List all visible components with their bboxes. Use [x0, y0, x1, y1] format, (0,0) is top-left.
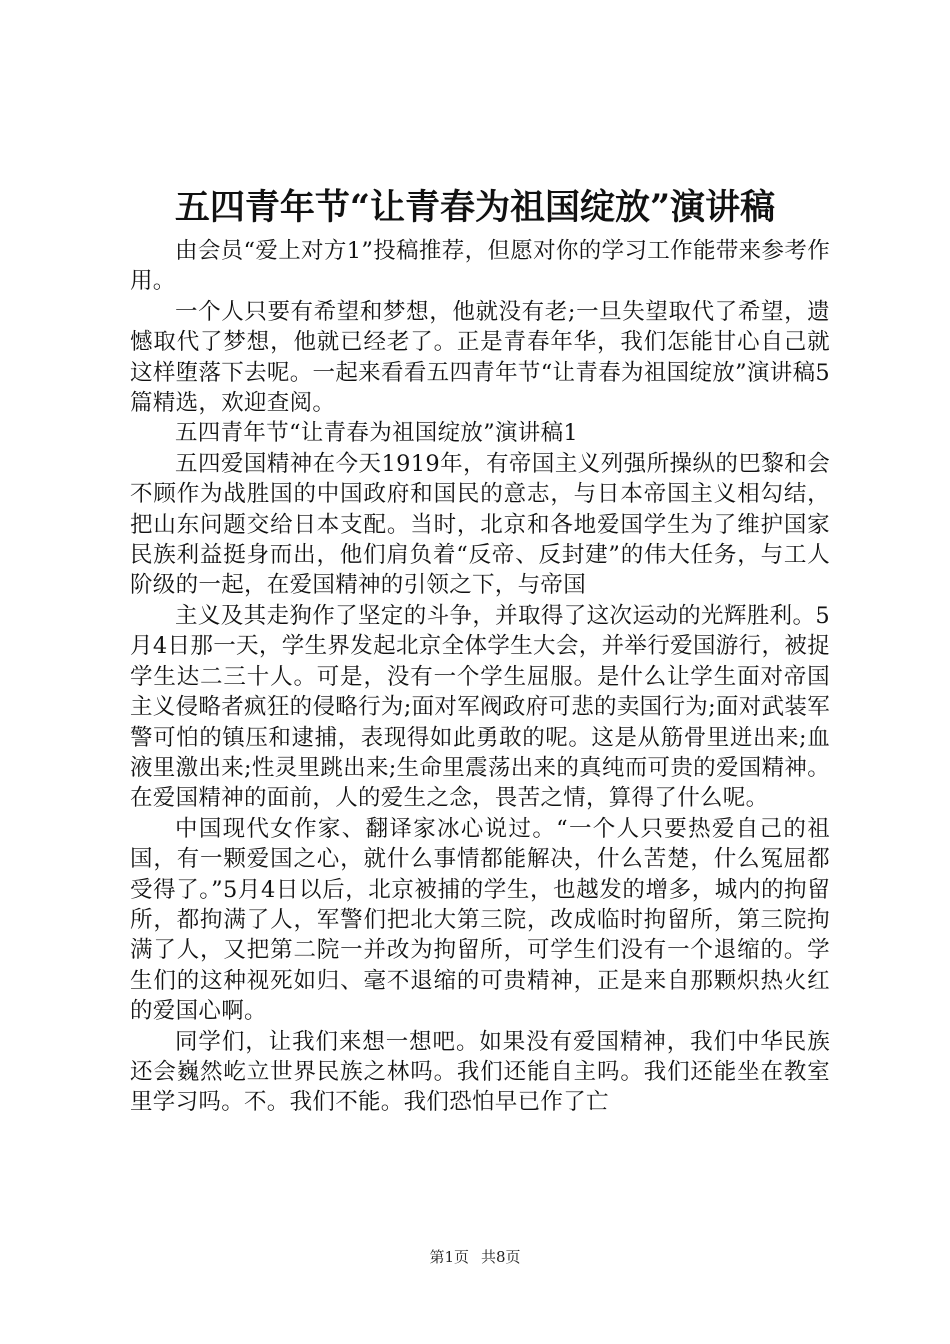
paragraph-body: 中国现代女作家、翻译家冰心说过。“一个人只要热爱自己的祖国，有一颗爱国之心，就什么事情都能解决，什么苦楚，什么冤屈都受得了。”5月4日以后，北京被捕的学生，也越发的增多，城内的拘留所，都拘满了人，军警们把北大第三院，改成临时拘留所，第三院拘满了人，又把第二院一并改为拘留所，可学生们没有一个退缩的。学生们的这种视死如归、毫不退缩的可贵精神，正是来自那颗炽热火红的爱国心啊。 — [130, 815, 830, 1025]
page-number: 第1页 — [429, 1248, 469, 1266]
page-total: 共8页 — [481, 1248, 521, 1266]
paragraph-body: 五四爱国精神在今天1919年，有帝国主义列强所操纵的巴黎和会不顾作为战胜国的中国政府和国民的意志，与日本帝国主义相勾结，把山东问题交给日本支配。当时，北京和各地爱国学生为了维护国家民族利益挺身而出，他们肩负着“反帝、反封建”的伟大任务，与工人阶级的一起，在爱国精神的引领之下，与帝国 — [130, 450, 830, 599]
paragraph-summary: 一个人只要有希望和梦想，他就没有老;一旦失望取代了希望，遗憾取代了梦想，他就已经老了。正是青春年华，我们怎能甘心自己就这样堕落下去呢。一起来看看五四青年节“让青春为祖国绽放”演讲稿5篇精选，欢迎查阅。 — [130, 298, 830, 417]
paragraph-body: 主义及其走狗作了坚定的斗争，并取得了这次运动的光辉胜利。5月4日那一天，学生界发起北京全体学生大会，并举行爱国游行，被捉学生达二三十人。可是，没有一个学生屈服。是什么让学生面对帝国主义侵略者疯狂的侵略行为;面对军阀政府可悲的卖国行为;面对武装军警可怕的镇压和逮捕，表现得如此勇敢的呢。这是从筋骨里迸出来;血液里激出来;性灵里跳出来;生命里震荡出来的真纯而可贵的爱国精神。在爱国精神的面前，人的爱生之念，畏苦之情，算得了什么呢。 — [130, 602, 830, 812]
document-body — [130, 236, 830, 1118]
document-title: 五四青年节“让青春为祖国绽放”演讲稿 — [174, 187, 776, 228]
paragraph-body: 同学们，让我们来想一想吧。如果没有爱国精神，我们中华民族还会巍然屹立世界民族之林吗。我们还能自主吗。我们还能坐在教室里学习吗。不。我们不能。我们恐怕早已作了亡 — [130, 1028, 830, 1116]
paragraph-intro: 由会员“爱上对方1”投稿推荐，但愿对你的学习工作能带来参考作用。 — [130, 238, 830, 295]
page-footer — [0, 1247, 950, 1267]
section-heading: 五四青年节“让青春为祖国绽放”演讲稿1 — [175, 420, 579, 447]
